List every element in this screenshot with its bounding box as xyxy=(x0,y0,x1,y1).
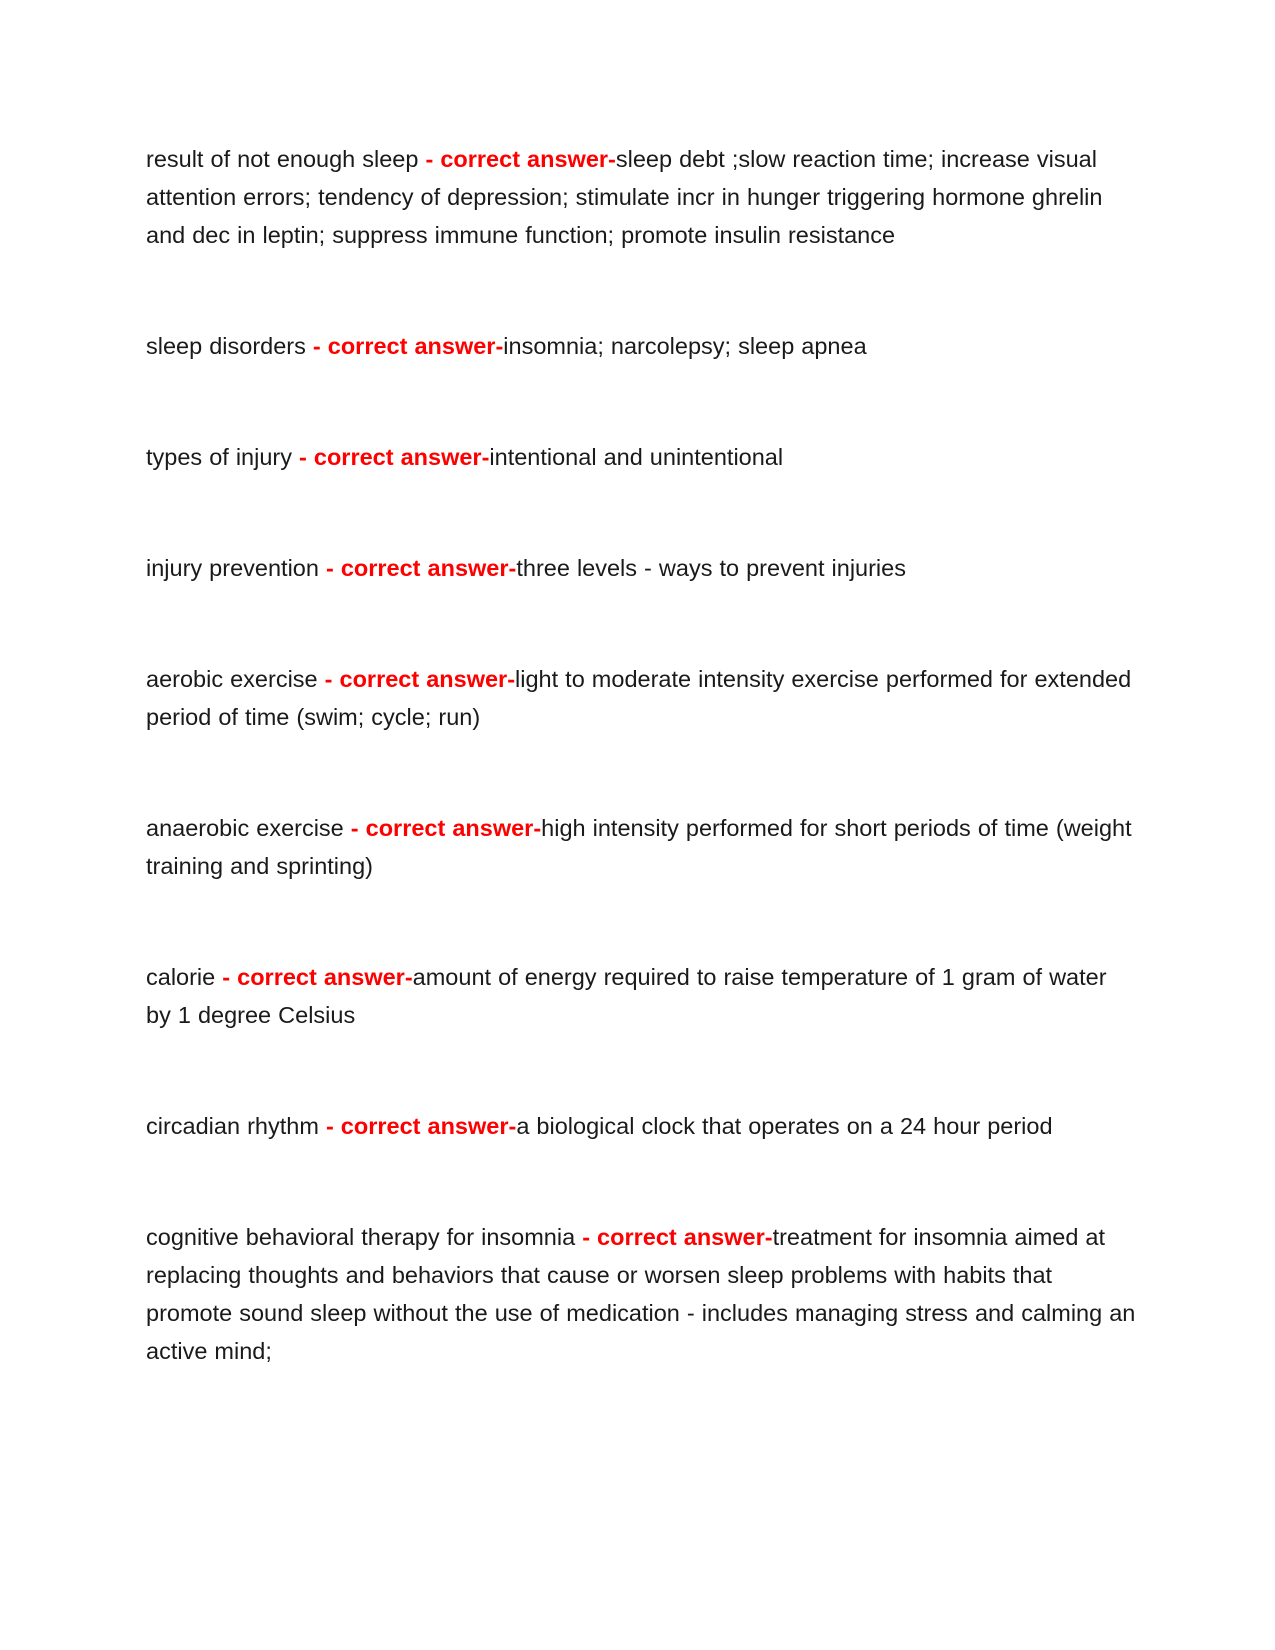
correct-answer-marker: - correct answer- xyxy=(324,666,516,692)
correct-answer-marker: - correct answer- xyxy=(312,333,504,359)
qa-term: result of not enough sleep xyxy=(146,146,419,172)
correct-answer-marker: - correct answer- xyxy=(350,815,542,841)
qa-item xyxy=(146,958,1136,1034)
qa-definition: sleep debt ;slow reaction time; increase visual attention errors; tendency of depression; stimulate incr in hunger triggering hormone ghrelin and dec in leptin; suppress immune function; promote insulin resistance xyxy=(146,146,1103,248)
qa-item xyxy=(146,1218,1136,1370)
correct-answer-marker: - correct answer- xyxy=(425,146,616,172)
qa-definition: a biological clock that operates on a 24 hour period xyxy=(516,1113,1053,1139)
correct-answer-marker: - correct answer- xyxy=(299,444,490,470)
qa-item xyxy=(146,327,1136,365)
qa-term: sleep disorders xyxy=(146,333,306,359)
qa-term: injury prevention xyxy=(146,555,319,581)
qa-definition: intentional and unintentional xyxy=(489,444,784,470)
qa-definition: treatment for insomnia aimed at replacing thoughts and behaviors that cause or worsen sleep problems with habits that promote sound sleep without the use of medication - includes managing stress and calming an active mind; xyxy=(146,1224,1136,1364)
qa-item xyxy=(146,660,1136,736)
qa-term: calorie xyxy=(146,964,216,990)
qa-item xyxy=(146,549,1136,587)
qa-term: anaerobic exercise xyxy=(146,815,344,841)
qa-item xyxy=(146,438,1136,476)
qa-item xyxy=(146,1107,1136,1145)
qa-definition: insomnia; narcolepsy; sleep apnea xyxy=(503,333,867,359)
qa-term: types of injury xyxy=(146,444,292,470)
qa-definition: three levels - ways to prevent injuries xyxy=(516,555,906,581)
qa-definition: amount of energy required to raise temperature of 1 gram of water by 1 degree Celsius xyxy=(146,964,1107,1028)
qa-definition: high intensity performed for short periods of time (weight training and sprinting) xyxy=(146,815,1132,879)
qa-term: circadian rhythm xyxy=(146,1113,319,1139)
qa-term: aerobic exercise xyxy=(146,666,318,692)
correct-answer-marker: - correct answer- xyxy=(325,555,517,581)
correct-answer-marker: - correct answer- xyxy=(222,964,413,990)
qa-term: cognitive behavioral therapy for insomnia xyxy=(146,1224,576,1250)
qa-item xyxy=(146,140,1136,254)
qa-definition: light to moderate intensity exercise performed for extended period of time (swim; cycle; run) xyxy=(146,666,1132,730)
correct-answer-marker: - correct answer- xyxy=(325,1113,517,1139)
correct-answer-marker: - correct answer- xyxy=(582,1224,773,1250)
qa-item xyxy=(146,809,1136,885)
